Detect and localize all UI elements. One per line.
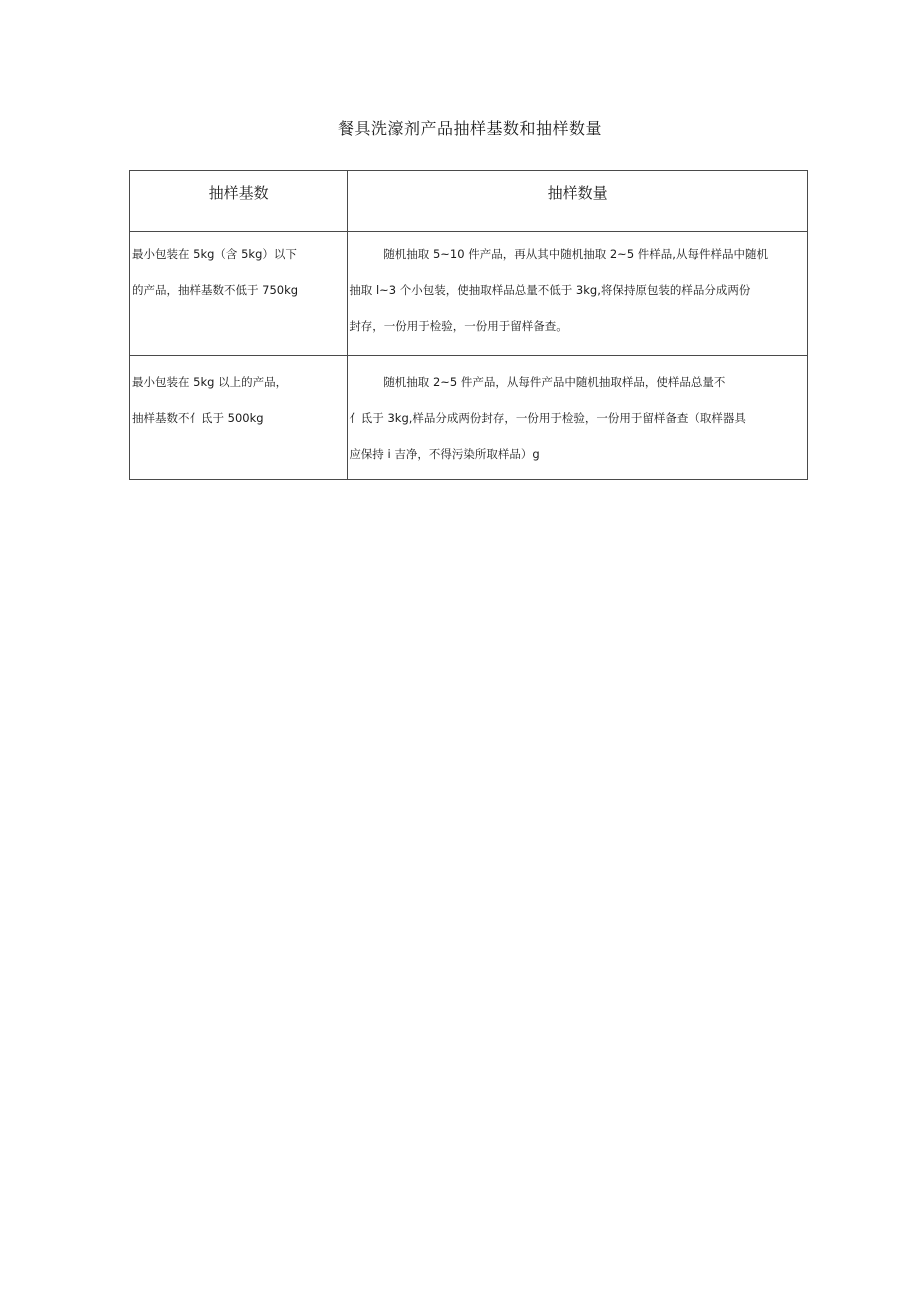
table-row (130, 356, 808, 480)
cell-line: 抽样基数不亻氐于 500kg (132, 411, 264, 425)
cell-sampling-quantity (348, 232, 808, 356)
header-sampling-base: 抽样基数 (130, 171, 348, 232)
cell-line: 封存，一份用于检验，一份用于留样备查。 (349, 319, 568, 333)
cell-line: 应保持 i 吉净，不得污染所取样品）g (349, 447, 540, 461)
cell-sampling-quantity (348, 356, 808, 480)
sampling-table (129, 170, 808, 480)
cell-line: 抽取 l~3 个小包装，使抽取样品总量不低于 3kg,将保持原包装的样品分成两份 (349, 283, 751, 297)
cell-sampling-base (130, 356, 348, 480)
cell-line: 最小包装在 5kg（含 5kg）以下 (132, 247, 297, 261)
cell-line: 随机抽取 5~10 件产品，再从其中随机抽取 2~5 件样品,从每件样品中随机 (383, 247, 768, 261)
header-sampling-quantity: 抽样数量 (348, 171, 808, 232)
cell-line: 的产品，抽样基数不低于 750kg (132, 283, 299, 297)
table-header-row (130, 171, 808, 232)
table-row (130, 232, 808, 356)
cell-line: 亻氐于 3kg,样品分成两份封存，一份用于检验，一份用于留样备查（取样器具 (349, 411, 746, 425)
document-title: 餐具洗濠剂产品抽样基数和抽样数量 (337, 119, 602, 138)
cell-line: 随机抽取 2~5 件产品，从每件产品中随机抽取样品，使样品总量不 (383, 375, 726, 389)
cell-sampling-base (130, 232, 348, 356)
cell-line: 最小包装在 5kg 以上的产品， (132, 375, 288, 389)
